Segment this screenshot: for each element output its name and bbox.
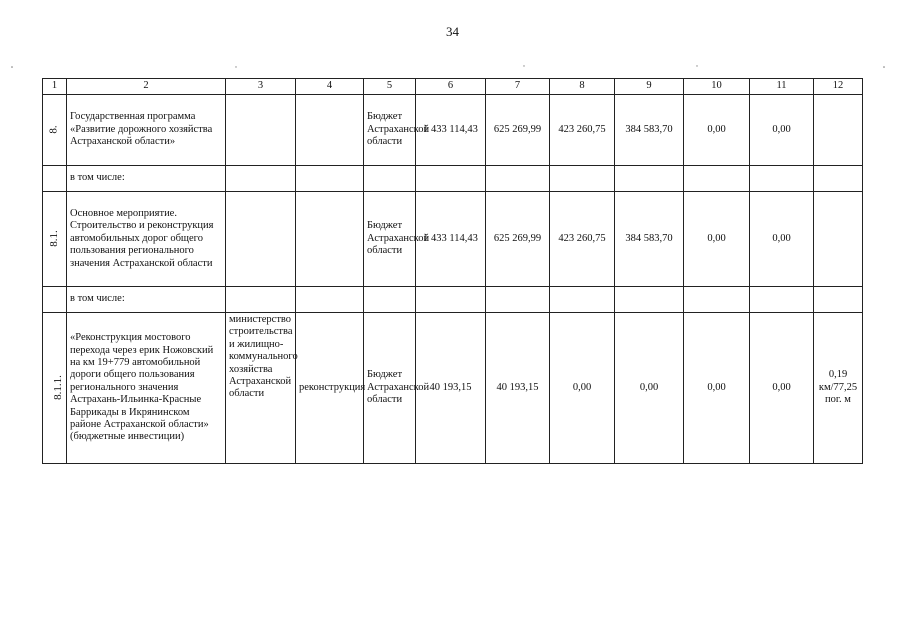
row-number-cell: [43, 192, 67, 287]
row-funding-source: Бюджет Астраханской области: [364, 313, 416, 464]
row-value-col8: 0,00: [550, 313, 615, 464]
row-value-col9: 384 583,70: [615, 192, 684, 287]
row-value-col10: 0,00: [684, 95, 750, 166]
row-value-col7: 625 269,99: [486, 95, 550, 166]
header-cell: 1: [43, 79, 67, 95]
row-executor: министерство строительства и жилищно-коммунального хозяйства Астраханской области: [226, 313, 296, 464]
row-value-col11: 0,00: [750, 95, 814, 166]
row-value-col12: [814, 192, 863, 287]
budget-table: [42, 78, 863, 464]
row-value-col10: 0,00: [684, 192, 750, 287]
row-value-col8: 423 260,75: [550, 95, 615, 166]
header-cell: 4: [296, 79, 364, 95]
including-label: в том числе:: [67, 166, 226, 192]
row-value-col6: 1 433 114,43: [416, 95, 486, 166]
row-number: 8.: [48, 125, 61, 134]
header-cell: 2: [67, 79, 226, 95]
table-row: [43, 166, 863, 192]
row-value-col10: 0,00: [684, 313, 750, 464]
table-row: [43, 95, 863, 166]
header-cell: 7: [486, 79, 550, 95]
row-value-col9: 384 583,70: [615, 95, 684, 166]
row-funding-source: Бюджет Астраханской области: [364, 95, 416, 166]
row-name: «Реконструкция мостового перехода через ерик Ножовский на км 19+779 автомобильной дороги общего пользования регионального значения Астрахань-Ильинка-Красные Баррикады в Икрянинском районе Астраханской области» (бюджетные инвестиции): [67, 313, 226, 464]
header-cell: 6: [416, 79, 486, 95]
row-funding-source: Бюджет Астраханской области: [364, 192, 416, 287]
row-name: Государственная программа «Развитие дорожного хозяйства Астраханской области»: [67, 95, 226, 166]
row-value-col6: 40 193,15: [416, 313, 486, 464]
header-cell: 5: [364, 79, 416, 95]
including-label: в том числе:: [67, 287, 226, 313]
row-value-col7: 625 269,99: [486, 192, 550, 287]
row-name: Основное мероприятие. Строительство и реконструкция автомобильных дорог общего пользования регионального значения Астраханской области: [67, 192, 226, 287]
row-number: 8.1.: [48, 230, 61, 248]
row-type: реконструкция: [296, 313, 364, 464]
row-executor: [226, 192, 296, 287]
row-value-col11: 0,00: [750, 313, 814, 464]
page-number: 34: [446, 24, 459, 39]
row-number: 8.1.1.: [51, 375, 64, 401]
header-cell: 8: [550, 79, 615, 95]
row-type: [296, 192, 364, 287]
row-type: [296, 95, 364, 166]
header-cell: 12: [814, 79, 863, 95]
header-row: [43, 79, 863, 95]
row-value-col6: 1 433 114,43: [416, 192, 486, 287]
row-value-col12: [814, 95, 863, 166]
row-number-cell: [43, 313, 67, 464]
row-value-col9: 0,00: [615, 313, 684, 464]
table-row: [43, 313, 863, 464]
table-row: [43, 287, 863, 313]
row-executor: [226, 95, 296, 166]
table-row: [43, 192, 863, 287]
row-value-col8: 423 260,75: [550, 192, 615, 287]
row-number-cell: [43, 95, 67, 166]
header-cell: 3: [226, 79, 296, 95]
header-cell: 10: [684, 79, 750, 95]
row-value-col7: 40 193,15: [486, 313, 550, 464]
header-cell: 11: [750, 79, 814, 95]
row-value-col11: 0,00: [750, 192, 814, 287]
header-cell: 9: [615, 79, 684, 95]
row-value-col12: 0,19 км/77,25 пог. м: [814, 313, 863, 464]
